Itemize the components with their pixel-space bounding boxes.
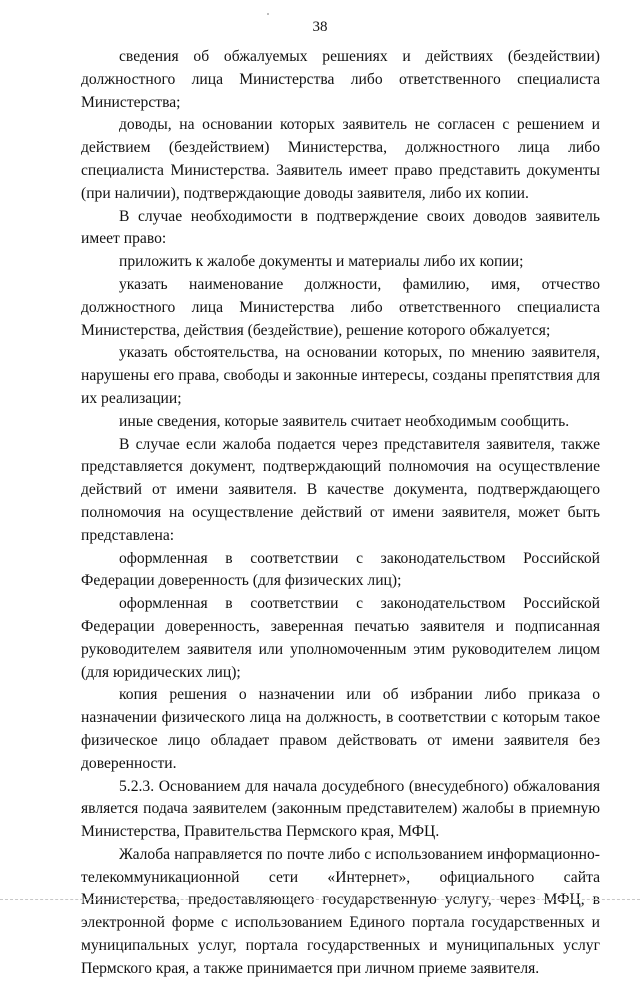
paragraph: копия решения о назначении или об избрании либо приказа о назначении физического лица на должность, в соответствии с которым такое физическое лицо обладает правом действовать от имени заявителя без доверенности. [81, 686, 600, 772]
paragraph: указать обстоятельства, на основании которых, по мнению заявителя, нарушены его права, свободы и законные интересы, созданы препятствия для их реализации; [81, 344, 600, 407]
paragraph: иные сведения, которые заявитель считает необходимым сообщить. [119, 412, 570, 430]
scan-mark [267, 13, 269, 15]
paragraph: 5.2.3. Основанием для начала досудебного (внесудебного) обжалования является подача заявителем (законным представителем) жалобы в приемную Министерства, Правительства Пермского края, МФЦ. [81, 777, 600, 841]
paragraph: Жалоба направляется по почте либо с использованием информационно-телекоммуникационной сети «Интернет», официального сайта Министерства, предоставляющего государственную услугу, через МФЦ, в электронной форме с использованием Единого портала государственных и муниципальных услуг, портала государственных и муниципальных услуг Пермского края, а также принимается при личном приеме заявителя. [81, 845, 600, 977]
page-bottom-edge [0, 899, 640, 900]
paragraph: оформленная в соответствии с законодательством Российской Федерации доверенность (для физических лиц); [81, 549, 600, 590]
paragraph: В случае если жалоба подается через представителя заявителя, также представляется документ, подтверждающий полномочия на осуществление действий от имени заявителя. В качестве документа, подтверждающего полномочия на осуществление действий от имени заявителя, может быть представлена: [81, 435, 600, 544]
page-number: 38 [312, 19, 328, 35]
paragraph: сведения об обжалуемых решениях и действиях (бездействии) должностного лица Министерства либо ответственного специалиста Министерства; [81, 48, 600, 111]
paragraph: приложить к жалобе документы и материалы либо их копии; [119, 253, 524, 271]
paragraph: доводы, на основании которых заявитель не согласен с решением и действием (бездействием) Министерства, должностного лица либо специалиста Министерства. Заявитель имеет право представить документы (при наличии), подтверждающие доводы заявителя, либо их копии. [81, 116, 600, 202]
paragraph: В случае необходимости в подтверждение своих доводов заявитель имеет право: [81, 207, 600, 248]
paragraph: оформленная в соответствии с законодательством Российской Федерации доверенность, заверенная печатью заявителя и подписанная руководителем заявителя или уполномоченным этим руководителем лицом (для юридических лиц); [81, 595, 600, 681]
body-text [81, 46, 600, 981]
paragraph: указать наименование должности, фамилию, имя, отчество должностного лица Министерства либо ответственного специалиста Министерства, действия (бездействие), решение которого обжалуется; [81, 275, 600, 339]
